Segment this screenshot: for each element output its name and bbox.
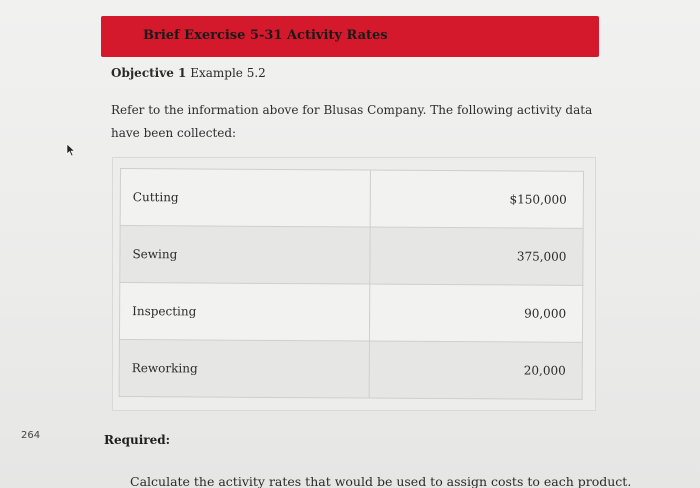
table-row [119, 283, 582, 343]
activity-name-cell: Inspecting [119, 283, 369, 342]
activity-amount-cell: 375,000 [370, 227, 583, 285]
objective-label[interactable]: Objective 1 [111, 66, 187, 80]
activity-name-cell: Reworking [119, 339, 369, 398]
table-row [120, 169, 583, 229]
table-row [120, 226, 583, 286]
example-label[interactable]: Example 5.2 [190, 66, 266, 80]
activity-name-cell: Cutting [120, 169, 370, 228]
exercise-title: Brief Exercise 5-31 Activity Rates [143, 28, 388, 43]
page-number: 264 [21, 430, 41, 441]
objective-reference [111, 66, 266, 80]
activity-amount-cell: $150,000 [370, 170, 583, 228]
activity-amount-cell: 90,000 [369, 284, 582, 342]
activity-amount-cell: 20,000 [369, 341, 582, 399]
mouse-pointer-icon [66, 143, 76, 157]
required-heading: Required: [104, 433, 171, 447]
exercise-header-bar [101, 16, 599, 57]
activity-name-cell: Sewing [120, 226, 370, 285]
required-instruction: Calculate the activity rates that would be used to assign costs to each product. [130, 474, 632, 488]
intro-paragraph: Refer to the information above for Blusas Company. The following activity data have been collected: [111, 103, 593, 140]
table-row [119, 339, 582, 399]
activity-data-table [119, 168, 584, 400]
